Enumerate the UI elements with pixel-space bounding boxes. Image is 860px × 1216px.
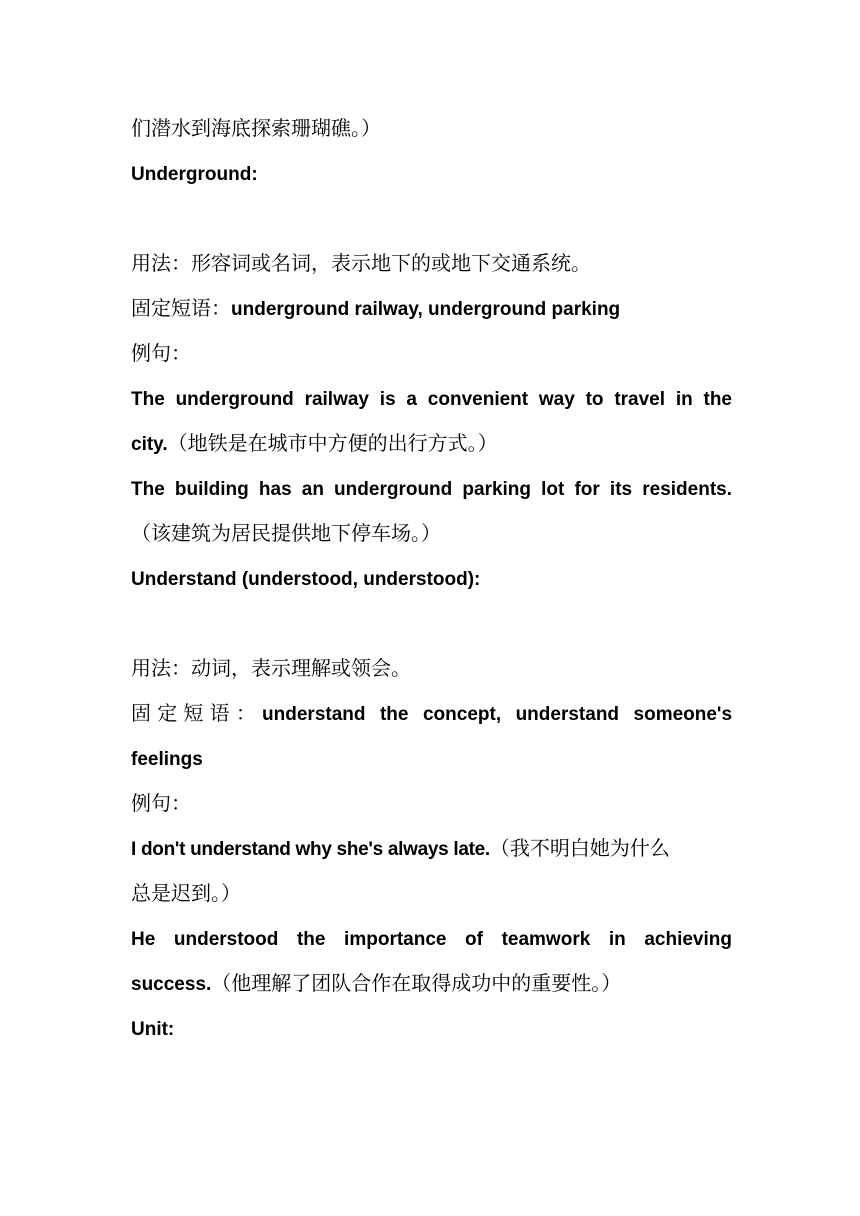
example-sentence xyxy=(131,834,732,864)
example-sentence xyxy=(131,384,732,414)
example-sentence xyxy=(131,474,732,504)
text-line xyxy=(131,114,732,142)
cn-text: 例句： xyxy=(131,791,191,815)
en-text: Underground: xyxy=(131,164,258,185)
example-translation xyxy=(131,519,732,547)
phrases-line xyxy=(131,294,732,324)
example-translation xyxy=(131,879,732,907)
cn-text: （该建筑为居民提供地下停车场。） xyxy=(131,521,441,545)
heading-unit xyxy=(131,1014,732,1044)
cn-text: 用法：形容词或名词，表示地下的或地下交通系统。 xyxy=(131,251,591,275)
cn-text: 固定短语： xyxy=(131,701,263,725)
en-text: success. xyxy=(131,974,212,995)
usage-line xyxy=(131,654,732,682)
cn-text: （地铁是在城市中方便的出行方式。） xyxy=(167,431,498,455)
en-text: The building has an underground parking lot for its residents. xyxy=(131,479,732,500)
examples-label xyxy=(131,789,732,817)
en-text: I don't understand why she's always late. xyxy=(131,839,490,860)
phrases-line xyxy=(131,744,732,774)
cn-text: 总是迟到。） xyxy=(131,881,241,905)
cn-text: 们潜水到海底探索珊瑚礁。） xyxy=(131,116,381,140)
en-text: underground railway, underground parking xyxy=(231,299,621,320)
example-sentence xyxy=(131,969,732,999)
cn-text: （他理解了团队合作在取得成功中的重要性。） xyxy=(211,971,622,995)
en-text: understand the concept, understand someone's xyxy=(262,704,733,725)
en-text: The underground railway is a convenient way to travel in the xyxy=(131,389,732,410)
cn-text: 例句： xyxy=(131,341,191,365)
en-text: Understand (understood, understood): xyxy=(131,569,481,590)
en-text: feelings xyxy=(131,749,203,770)
example-sentence xyxy=(131,429,732,459)
en-text: city. xyxy=(131,434,168,455)
cn-text: （我不明白她为什么 xyxy=(489,836,670,860)
examples-label xyxy=(131,339,732,367)
en-text: He understood the importance of teamwork in achieving xyxy=(131,929,732,950)
heading-understand xyxy=(131,564,732,594)
heading-underground xyxy=(131,159,732,189)
usage-line xyxy=(131,249,732,277)
phrases-line xyxy=(131,699,732,729)
cn-text: 固定短语： xyxy=(131,296,231,320)
cn-text: 用法：动词，表示理解或领会。 xyxy=(131,656,411,680)
en-text: Unit: xyxy=(131,1019,175,1040)
example-sentence xyxy=(131,924,732,954)
